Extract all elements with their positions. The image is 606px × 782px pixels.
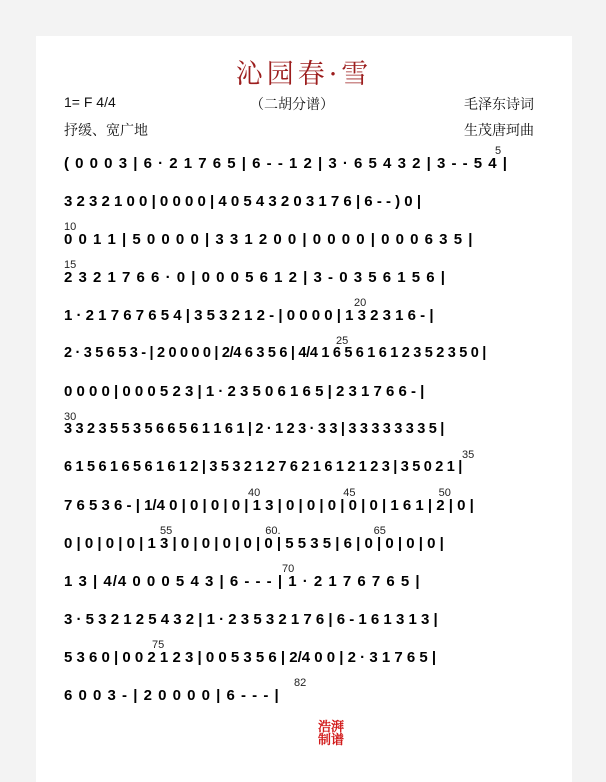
stamp-line-1: 浩湃	[318, 719, 345, 734]
score-row-13	[64, 604, 542, 642]
measure-number: 25	[336, 335, 349, 347]
composer: 生茂唐珂曲	[464, 122, 534, 138]
score-row-12	[64, 563, 542, 604]
score-title: 沁园春·雪	[235, 59, 373, 90]
notation-line: ( 0 0 0 3 | 6 · 2 1 7 6 5 | 6 - - 1 2 | 3 · 6 5 4 3 2 | 3 - - 5 4 |	[64, 155, 509, 172]
score-sheet	[36, 36, 572, 782]
stamp-line-2: 制谱	[318, 732, 345, 747]
notation-line: 0 0 0 0 | 0 0 0 5 2 3 | 1 · 2 3 5 0 6 1 6 5 | 2 3 1 7 6 6 - |	[64, 383, 425, 400]
score-row-9	[64, 449, 542, 490]
score-row-8	[64, 411, 542, 452]
publisher-stamp	[318, 720, 344, 746]
score-row-2	[64, 186, 542, 224]
notation-line: 3 · 5 3 2 1 2 5 4 3 2 | 1 · 2 3 5 3 2 1 7 6 | 6 - 1 6 1 3 1 3 |	[64, 611, 438, 628]
notation-line: 2 · 3 5 6 5 3 - | 2 0 0 0 0 | 2/4 6 3 5 6 | 4/4 1 6 5 6 1 6 1 2 3 5 2 3 5 0 |	[64, 345, 486, 361]
measure-number: 35	[462, 449, 475, 461]
lyricist: 毛泽东诗词	[464, 96, 534, 112]
score-row-5	[64, 297, 542, 338]
notation-line: 3 3 2 3 5 5 3 5 6 6 5 6 1 1 6 1 | 2 · 1 2 3 · 3 3 | 3 3 3 3 3 3 3 5 |	[64, 421, 445, 437]
score-row-1	[64, 145, 542, 186]
score-row-10	[64, 487, 542, 528]
score-row-7	[64, 376, 542, 414]
notation-line: 7 6 5 3 6 - | 1/4 0 | 0 | 0 | 0 | 1 3 | 0 | 0 | 0 | 0 | 0 | 1 6 1 | 2 | 0 |	[64, 497, 474, 514]
measure-number: 40 45 50	[248, 487, 451, 499]
tempo-marking: 抒缓、宽广地	[64, 122, 148, 138]
notation-line: 3 2 3 2 1 0 0 | 0 0 0 0 | 4 0 5 4 3 2 0 3 1 7 6 | 6 - - ) 0 |	[64, 193, 422, 210]
measure-number: 55 60. 65	[160, 525, 386, 537]
score-row-11	[64, 525, 542, 566]
notation-line: 2 3 2 1 7 6 6 · 0 | 0 0 0 5 6 1 2 | 3 - 0 3 5 6 1 5 6 |	[64, 269, 446, 286]
notation-line: 0 | 0 | 0 | 0 | 1 3 | 0 | 0 | 0 | 0 | 0 | 5 5 3 5 | 6 | 0 | 0 | 0 | 0 |	[64, 535, 444, 552]
measure-number: 30	[64, 411, 77, 423]
notation-line: 1 · 2 1 7 6 7 6 5 4 | 3 5 3 2 1 2 - | 0 0 0 0 | 1 3 2 3 1 6 - |	[64, 307, 434, 324]
score-subtitle: （二胡分谱）	[250, 96, 334, 112]
measure-number: 10	[64, 221, 77, 233]
measure-number: 75	[152, 639, 165, 651]
notation-line: 5 3 6 0 | 0 0 2 1 2 3 | 0 0 5 3 5 6 | 2/4 0 0 | 2 · 3 1 7 6 5 |	[64, 649, 437, 666]
notation-line: 6 0 0 3 - | 2 0 0 0 0 | 6 - - - |	[64, 687, 280, 704]
measure-number: 70	[282, 563, 295, 575]
notation-line: 0 0 1 1 | 5 0 0 0 0 | 3 3 1 2 0 0 | 0 0 0 0 | 0 0 0 6 3 5 |	[64, 231, 474, 248]
measure-number: 5	[495, 145, 502, 157]
measure-number: 20	[354, 297, 367, 309]
notation-line: 6 1 5 6 1 6 5 6 1 6 1 2 | 3 5 3 2 1 2 7 6 2 1 6 1 2 1 2 3 | 3 5 0 2 1 |	[64, 459, 462, 475]
measure-number: 15	[64, 259, 77, 271]
measure-number: 82	[294, 677, 307, 689]
score-row-15	[64, 677, 542, 718]
notation-line: 1 3 | 4/4 0 0 0 5 4 3 | 6 - - - | 1 · 2 1 7 6 7 6 5 |	[64, 573, 421, 590]
score-row-14	[64, 639, 542, 680]
key-signature: 1= F 4/4	[64, 94, 116, 110]
score-row-3	[64, 221, 542, 262]
score-row-4	[64, 259, 542, 300]
score-row-6	[64, 335, 542, 376]
